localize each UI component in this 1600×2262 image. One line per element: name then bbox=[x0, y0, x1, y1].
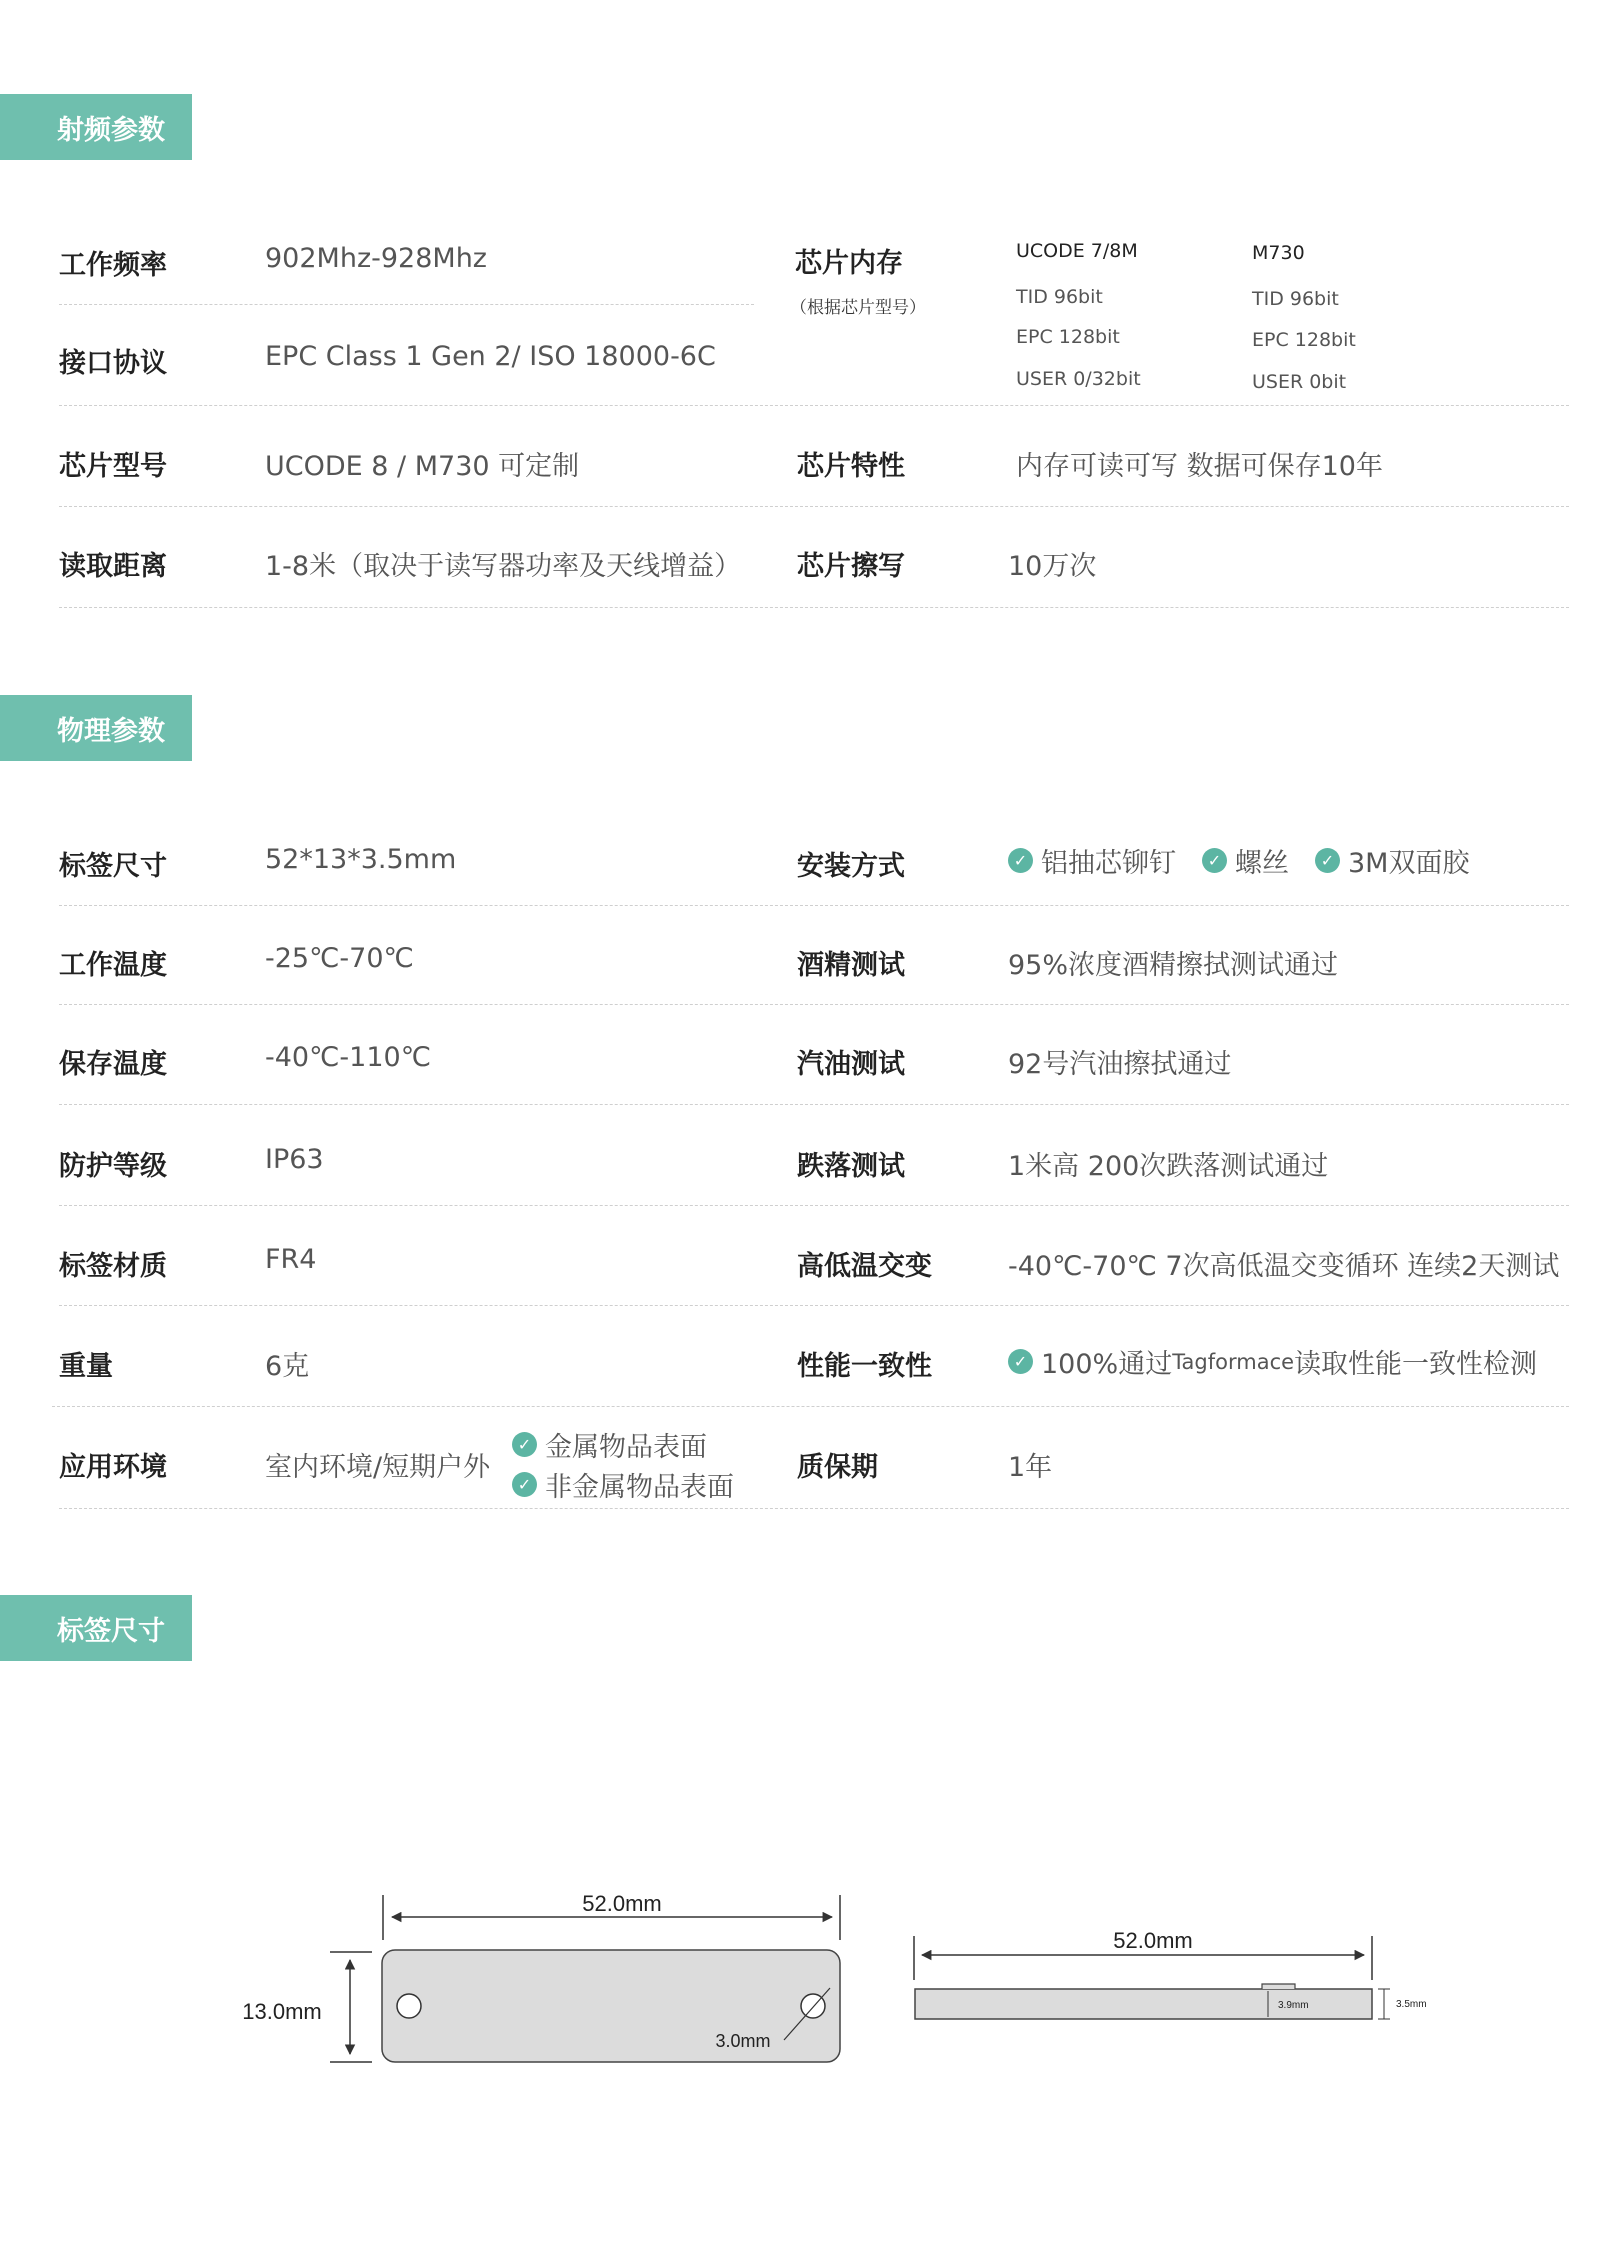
section-tag-size: 标签尺寸 bbox=[0, 1595, 192, 1661]
gas-label: 汽油测试 bbox=[797, 1049, 905, 1080]
side-step-label: 3.9mm bbox=[1278, 2000, 1309, 2011]
freq-value: 902Mhz-928Mhz bbox=[265, 243, 487, 274]
erase-value: 10万次 bbox=[1008, 551, 1097, 582]
divider bbox=[59, 905, 1569, 906]
warranty-value: 1年 bbox=[1008, 1452, 1053, 1483]
install-label: 安装方式 bbox=[797, 851, 905, 882]
front-length-label: 52.0mm bbox=[582, 1891, 662, 1916]
divider bbox=[59, 1205, 1569, 1206]
feature-value: 内存可读可写 数据可保存10年 bbox=[1016, 451, 1383, 482]
distance-label: 读取距离 bbox=[59, 551, 167, 582]
divider bbox=[59, 607, 1569, 608]
material-value: FR4 bbox=[265, 1244, 317, 1275]
memory-col1-epc: EPC 128bit bbox=[1016, 326, 1120, 348]
warranty-label: 质保期 bbox=[797, 1452, 878, 1483]
env-label: 应用环境 bbox=[59, 1452, 167, 1483]
divider bbox=[59, 1104, 1569, 1105]
distance-value: 1-8米（取决于读写器功率及天线增益） bbox=[265, 551, 742, 582]
env-option-nonmetal: ✓ 非金属物品表面 bbox=[512, 1465, 734, 1504]
chip-label: 芯片型号 bbox=[59, 451, 167, 482]
work-temp-value: -25℃-70℃ bbox=[265, 943, 414, 974]
work-temp-label: 工作温度 bbox=[59, 950, 167, 981]
memory-col1-tid: TID 96bit bbox=[1016, 286, 1103, 308]
material-label: 标签材质 bbox=[59, 1251, 167, 1282]
size-label: 标签尺寸 bbox=[59, 851, 167, 882]
size-value: 52*13*3.5mm bbox=[265, 844, 457, 875]
side-view bbox=[914, 1928, 1427, 2019]
consistency-label: 性能一致性 bbox=[797, 1351, 932, 1382]
memory-label: 芯片内存 bbox=[795, 248, 903, 279]
divider bbox=[59, 1508, 1569, 1509]
divider bbox=[59, 405, 1569, 406]
mount-hole bbox=[397, 1994, 421, 2018]
drop-value: 1米高 200次跌落测试通过 bbox=[1008, 1151, 1329, 1182]
hole-diameter-label: 3.0mm bbox=[715, 2031, 771, 2051]
divider bbox=[59, 304, 754, 305]
front-view bbox=[242, 1891, 840, 2062]
divider bbox=[59, 506, 1569, 507]
thermal-label: 高低温交变 bbox=[797, 1251, 932, 1282]
check-circle-icon: ✓ bbox=[512, 1432, 537, 1457]
weight-label: 重量 bbox=[59, 1351, 113, 1382]
front-height-label: 13.0mm bbox=[242, 1999, 322, 2024]
check-circle-icon: ✓ bbox=[512, 1472, 537, 1497]
env-option-metal: ✓ 金属物品表面 bbox=[512, 1425, 707, 1464]
env-value: 室内环境/短期户外 bbox=[265, 1452, 491, 1483]
section-tag-rf: 射频参数 bbox=[0, 94, 192, 160]
weight-value: 6克 bbox=[265, 1351, 310, 1382]
gas-value: 92号汽油擦拭通过 bbox=[1008, 1049, 1232, 1080]
memory-col2-user: USER 0bit bbox=[1252, 371, 1347, 393]
protocol-value: EPC Class 1 Gen 2/ ISO 18000-6C bbox=[265, 341, 716, 372]
install-option: ✓ 铝抽芯铆钉 bbox=[1008, 841, 1176, 880]
side-thickness-label: 3.5mm bbox=[1396, 1999, 1427, 2010]
chip-value: UCODE 8 / M730 可定制 bbox=[265, 451, 580, 482]
install-option: ✓ 3M双面胶 bbox=[1315, 841, 1469, 880]
consistency-value: ✓ 100%通过 Tagformace 读取性能一致性检测 bbox=[1008, 1342, 1537, 1381]
side-length-label: 52.0mm bbox=[1113, 1928, 1193, 1953]
memory-note: （根据芯片型号） bbox=[790, 298, 926, 318]
thermal-value: -40℃-70℃ 7次高低温交变循环 连续2天测试 bbox=[1008, 1251, 1560, 1282]
store-temp-label: 保存温度 bbox=[59, 1049, 167, 1080]
memory-col1-user: USER 0/32bit bbox=[1016, 368, 1141, 390]
store-temp-value: -40℃-110℃ bbox=[265, 1042, 432, 1073]
divider bbox=[59, 1305, 1569, 1306]
tag-dimension-drawing bbox=[0, 1880, 1600, 2180]
check-circle-icon: ✓ bbox=[1008, 1349, 1033, 1374]
check-circle-icon: ✓ bbox=[1315, 848, 1340, 873]
freq-label: 工作频率 bbox=[59, 250, 167, 281]
ip-label: 防护等级 bbox=[59, 1151, 167, 1182]
divider bbox=[59, 1004, 1569, 1005]
alcohol-label: 酒精测试 bbox=[797, 950, 905, 981]
memory-col2-head: M730 bbox=[1252, 242, 1305, 264]
ip-value: IP63 bbox=[265, 1144, 324, 1175]
check-circle-icon: ✓ bbox=[1202, 848, 1227, 873]
erase-label: 芯片擦写 bbox=[797, 551, 905, 582]
divider bbox=[52, 1406, 1569, 1407]
section-tag-physical: 物理参数 bbox=[0, 695, 192, 761]
install-options bbox=[1008, 841, 1495, 880]
memory-col1-head: UCODE 7/8M bbox=[1016, 240, 1138, 262]
memory-col2-epc: EPC 128bit bbox=[1252, 329, 1356, 351]
drop-label: 跌落测试 bbox=[797, 1151, 905, 1182]
check-circle-icon: ✓ bbox=[1008, 848, 1033, 873]
feature-label: 芯片特性 bbox=[797, 451, 905, 482]
alcohol-value: 95%浓度酒精擦拭测试通过 bbox=[1008, 950, 1339, 981]
memory-col2-tid: TID 96bit bbox=[1252, 288, 1339, 310]
protocol-label: 接口协议 bbox=[59, 348, 167, 379]
install-option: ✓ 螺丝 bbox=[1202, 841, 1289, 880]
